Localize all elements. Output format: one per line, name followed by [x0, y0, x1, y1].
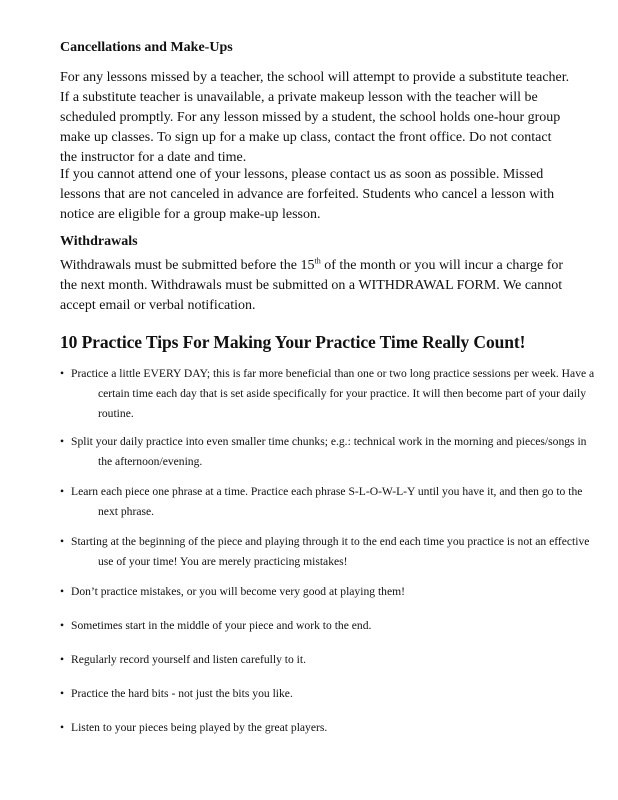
list-item: [60, 616, 598, 636]
bullet-icon: •: [60, 585, 65, 598]
cancellations-heading: Cancellations and Make-Ups: [60, 40, 233, 55]
list-item: [60, 718, 598, 738]
list-item: [60, 650, 598, 670]
bullet-icon: •: [60, 687, 65, 700]
tip-text: Don’t practice mistakes, or you will become very good at playing them!: [71, 585, 405, 598]
tip-text: Practice the hard bits - not just the bits you like.: [71, 687, 293, 700]
list-item: [60, 582, 598, 602]
tip-text: Sometimes start in the middle of your piece and work to the end.: [71, 619, 372, 632]
withdrawals-superscript: th: [314, 256, 321, 266]
tip-text: Split your daily practice into even smaller time chunks; e.g.: technical work in the morning and pieces/songs in the afternoon/evening.: [71, 435, 587, 468]
list-item: [60, 482, 598, 522]
tip-text: Starting at the beginning of the piece and playing through it to the end each time you practice is not an effective use of your time! You are merely practicing mistakes!: [71, 535, 590, 568]
bullet-icon: •: [60, 721, 65, 734]
cancellations-paragraph-1: For any lessons missed by a teacher, the school will attempt to provide a substitute teacher. If a substitute teacher is unavailable, a private makeup lesson with the teacher will be scheduled promptly. For any lesson missed by a student, the school holds one-hour group make up classes. To sign up for a make up class, contact the front office. Do not contact the instructor for a date and time.: [60, 70, 570, 165]
bullet-icon: •: [60, 367, 65, 380]
withdrawals-text-start: Withdrawals must be submitted before the 15: [60, 258, 315, 273]
cancellations-paragraph-2: If you cannot attend one of your lessons, please contact us as soon as possible. Missed lessons that are not canceled in advance are forfeited. Students who cancel a lesson with notice are eligible for a group make-up lesson.: [60, 167, 555, 222]
list-item: [60, 364, 598, 424]
withdrawals-text-end: of the month or you will incur a charge for the next month. Withdrawals must be submitted on a WITHDRAWAL FORM. We cannot accept email or verbal notification.: [60, 258, 564, 313]
bullet-icon: •: [60, 535, 65, 548]
tip-text: Regularly record yourself and listen carefully to it.: [71, 653, 307, 666]
practice-tips-heading: 10 Practice Tips For Making Your Practice Time Really Count!: [60, 332, 526, 352]
list-item: [60, 432, 598, 472]
withdrawals-heading: Withdrawals: [60, 234, 138, 249]
list-item: [60, 532, 598, 572]
bullet-icon: •: [60, 653, 65, 666]
bullet-icon: •: [60, 435, 65, 448]
tip-text: Practice a little EVERY DAY; this is far more beneficial than one or two long practice sessions per week. Have a certain time each day that is set aside specifically for your practice. It will then become part of your daily routine.: [71, 367, 595, 420]
bullet-icon: •: [60, 485, 65, 498]
list-item: [60, 684, 598, 704]
withdrawals-paragraph: [60, 256, 570, 316]
tip-text: Listen to your pieces being played by the great players.: [71, 721, 328, 734]
bullet-icon: •: [60, 619, 65, 632]
tip-text: Learn each piece one phrase at a time. Practice each phrase S-L-O-W-L-Y until you have it, and then go to the next phrase.: [71, 485, 583, 518]
